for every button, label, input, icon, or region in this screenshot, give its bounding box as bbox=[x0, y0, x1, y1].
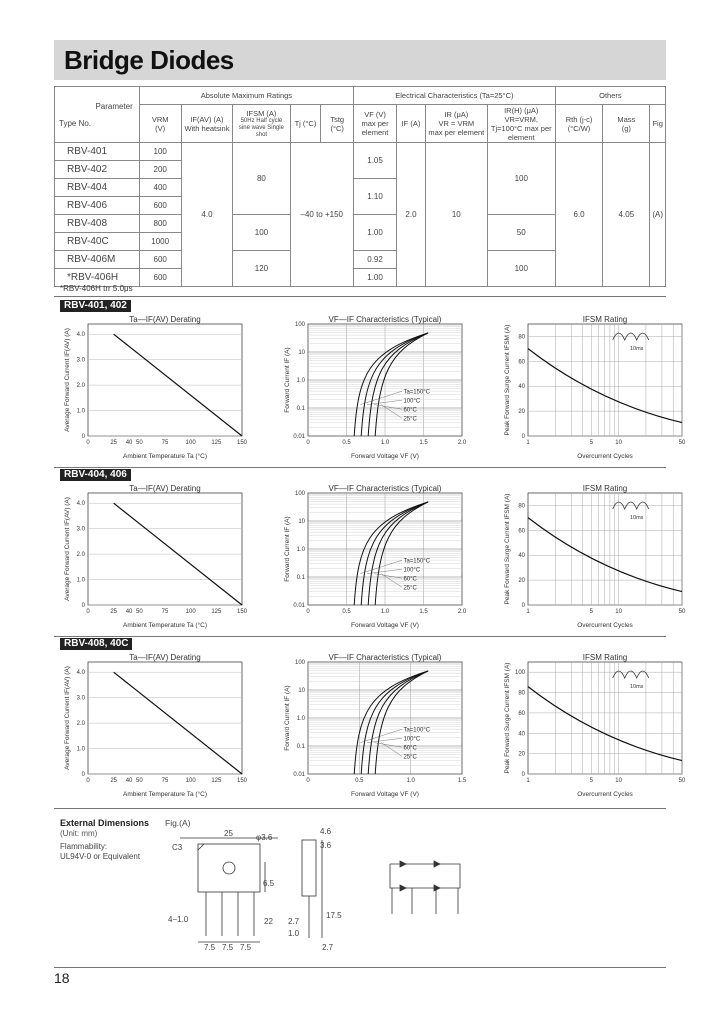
derating-chart bbox=[60, 312, 260, 462]
y-tick-label: 2.0 bbox=[76, 383, 85, 390]
legend-entry: 25°C bbox=[403, 416, 417, 423]
legend-entry: 60°C bbox=[403, 407, 417, 414]
x-tick-label: 10 bbox=[615, 778, 622, 784]
x-axis-label: Ambient Temperature Ta (°C) bbox=[122, 622, 208, 629]
y-tick-label: 20 bbox=[518, 578, 525, 585]
x-tick-label: 0 bbox=[306, 778, 310, 784]
y-tick-label: 20 bbox=[518, 751, 525, 758]
x-tick-label: 125 bbox=[211, 609, 222, 615]
x-tick-label: 75 bbox=[161, 440, 169, 446]
x-tick-label: 40 bbox=[125, 440, 133, 446]
x-tick-label: 40 bbox=[125, 778, 133, 784]
divider bbox=[54, 296, 666, 297]
x-tick-label: 50 bbox=[135, 440, 143, 446]
mounting-hole bbox=[223, 862, 235, 874]
ifsm-curve bbox=[528, 349, 682, 423]
table-row: RBV-40C 1000 bbox=[55, 233, 666, 251]
chart-title: IFSM Rating bbox=[582, 315, 628, 324]
y-tick-label: 100 bbox=[294, 322, 305, 328]
svg-text:22: 22 bbox=[264, 917, 273, 926]
y-tick-label: 3.0 bbox=[76, 357, 85, 364]
y-tick-label: 0.01 bbox=[293, 603, 305, 609]
col-ir: IR (μA) VR = VRM max per element bbox=[425, 105, 487, 143]
x-tick-label: 25 bbox=[110, 778, 118, 784]
x-tick-label: 125 bbox=[211, 778, 222, 784]
plot-frame bbox=[88, 493, 242, 605]
col-fig: Fig bbox=[650, 105, 666, 143]
dims-title: External Dimensions bbox=[60, 818, 150, 828]
x-tick-label: 5 bbox=[589, 440, 594, 446]
y-tick-label: 40 bbox=[518, 731, 525, 738]
ifsm-chart bbox=[500, 481, 700, 631]
y-tick-label: 60 bbox=[518, 528, 525, 535]
table-row: *RBV-406H 600 1.00 bbox=[55, 269, 666, 287]
y-tick-label: 1.0 bbox=[296, 716, 305, 722]
chart-title: Ta—IF(AV) Derating bbox=[129, 653, 201, 662]
y-tick-label: 0 bbox=[521, 434, 525, 440]
legend-leader bbox=[381, 405, 402, 419]
y-tick-label: 1.0 bbox=[296, 547, 305, 553]
y-tick-label: 0.1 bbox=[296, 575, 305, 581]
ifsm-curve bbox=[528, 518, 682, 592]
dims-unit: (Unit: mm) bbox=[60, 829, 98, 838]
x-tick-label: 100 bbox=[185, 778, 196, 784]
svg-text:C3: C3 bbox=[172, 843, 183, 852]
svg-text:7.5: 7.5 bbox=[204, 943, 216, 952]
diode-symbol bbox=[434, 861, 440, 867]
svg-text:4.6: 4.6 bbox=[320, 827, 332, 836]
y-tick-label: 60 bbox=[518, 359, 525, 366]
divider bbox=[54, 967, 666, 968]
x-tick-label: 0 bbox=[86, 440, 90, 446]
group-elec: Electrical Characteristics (Ta=25°C) bbox=[354, 87, 556, 105]
dims-fig-label: Fig.(A) bbox=[165, 818, 191, 828]
y-tick-label: 0.1 bbox=[296, 744, 305, 750]
legend-leader bbox=[381, 743, 402, 757]
y-axis-label: Forward Current IF (A) bbox=[284, 516, 291, 582]
legend-entry: Ta=100°C bbox=[403, 727, 431, 734]
x-axis-label: Overcurrent Cycles bbox=[577, 791, 633, 798]
package-drawing bbox=[160, 826, 480, 956]
y-axis-label: Forward Current IF (A) bbox=[284, 347, 291, 413]
y-tick-label: 2.0 bbox=[76, 721, 85, 728]
x-tick-label: 40 bbox=[125, 609, 133, 615]
table-row: RBV-406M 600 120 0.92 100 bbox=[55, 251, 666, 269]
divider bbox=[54, 636, 666, 637]
col-vf: VF (V) max per element bbox=[354, 105, 397, 143]
chart-title: Ta—IF(AV) Derating bbox=[129, 315, 201, 324]
x-tick-label: 5 bbox=[589, 609, 594, 615]
col-vrm: VRM (V) bbox=[139, 105, 181, 143]
diode-symbol bbox=[400, 885, 406, 891]
x-tick-label: 0 bbox=[306, 440, 310, 446]
y-tick-label: 2.0 bbox=[76, 552, 85, 559]
x-tick-label: 0 bbox=[86, 609, 90, 615]
x-tick-label: 100 bbox=[185, 609, 196, 615]
col-ifsm: IFSM (A) 50Hz Half cycle sine wave Single shot bbox=[233, 105, 290, 143]
y-axis-label: Average Forward Current IF(AV) (A) bbox=[64, 497, 71, 601]
x-axis-label: Forward Voltage VF (V) bbox=[351, 791, 419, 798]
y-tick-label: 10 bbox=[298, 519, 305, 525]
y-axis-label: Peak Forward Surge Current IFSM (A) bbox=[504, 493, 511, 605]
x-tick-label: 150 bbox=[236, 440, 248, 446]
diode-symbol bbox=[400, 861, 406, 867]
x-tick-label: 0.5 bbox=[342, 609, 351, 615]
inset-label: 10ms bbox=[629, 346, 644, 352]
x-axis-label: Forward Voltage VF (V) bbox=[351, 622, 419, 629]
y-tick-label: 40 bbox=[518, 384, 525, 391]
x-tick-label: 1.0 bbox=[406, 778, 415, 784]
derating-chart bbox=[60, 481, 260, 631]
y-tick-label: 10 bbox=[298, 350, 305, 356]
svg-text:17.5: 17.5 bbox=[326, 911, 342, 920]
plot-frame bbox=[528, 493, 682, 605]
col-tj: Tj (°C) bbox=[290, 105, 321, 143]
x-tick-label: 1.5 bbox=[457, 778, 467, 784]
y-tick-label: 0.1 bbox=[296, 406, 305, 412]
spec-table bbox=[54, 86, 666, 287]
chart-title: VF—IF Characteristics (Typical) bbox=[328, 484, 442, 493]
table-row: RBV-404 400 1.10 bbox=[55, 179, 666, 197]
y-tick-label: 1.0 bbox=[76, 746, 85, 753]
y-tick-label: 0 bbox=[521, 603, 525, 609]
x-tick-label: 50 bbox=[135, 778, 143, 784]
divider bbox=[54, 467, 666, 468]
title-bar bbox=[54, 40, 666, 80]
plot-frame bbox=[88, 662, 242, 774]
table-row: RBV-408 800 100 1.00 50 bbox=[55, 215, 666, 233]
svg-text:φ3.6: φ3.6 bbox=[256, 833, 273, 842]
diode-symbol bbox=[434, 885, 440, 891]
y-axis-label: Forward Current IF (A) bbox=[284, 685, 291, 751]
x-tick-label: 2.0 bbox=[457, 440, 467, 446]
section-label: RBV-408, 40C bbox=[60, 638, 132, 650]
svg-text:7.5: 7.5 bbox=[222, 943, 234, 952]
x-axis-label: Ambient Temperature Ta (°C) bbox=[122, 453, 208, 460]
y-tick-label: 3.0 bbox=[76, 526, 85, 533]
y-axis-label: Average Forward Current IF(AV) (A) bbox=[64, 666, 71, 770]
group-others: Others bbox=[555, 87, 665, 105]
x-axis-label: Forward Voltage VF (V) bbox=[351, 453, 419, 460]
page-title: Bridge Diodes bbox=[64, 45, 234, 75]
y-axis-label: Average Forward Current IF(AV) (A) bbox=[64, 328, 71, 432]
col-tstg: Tstg (°C) bbox=[321, 105, 354, 143]
page-number: 18 bbox=[54, 970, 70, 986]
svg-text:25: 25 bbox=[224, 829, 233, 838]
side-view bbox=[302, 840, 316, 896]
legend-leader bbox=[381, 574, 402, 588]
x-tick-label: 1 bbox=[526, 778, 530, 784]
vf-if-chart bbox=[280, 481, 480, 631]
x-tick-label: 75 bbox=[161, 778, 169, 784]
plot-frame bbox=[528, 324, 682, 436]
divider bbox=[54, 808, 666, 809]
bridge-circuit bbox=[390, 864, 460, 888]
y-tick-label: 0.01 bbox=[293, 434, 305, 440]
legend-entry: Ta=150°C bbox=[403, 389, 431, 396]
x-tick-label: 1 bbox=[526, 440, 530, 446]
svg-text:2.7: 2.7 bbox=[322, 943, 334, 952]
svg-text:1.0: 1.0 bbox=[288, 929, 300, 938]
inset-label: 10ms bbox=[629, 515, 644, 521]
y-tick-label: 0 bbox=[81, 434, 85, 440]
package-body bbox=[198, 844, 260, 892]
x-tick-label: 5 bbox=[589, 778, 594, 784]
y-tick-label: 1.0 bbox=[76, 408, 85, 415]
legend-entry: 60°C bbox=[403, 745, 417, 752]
inset-label: 10ms bbox=[629, 684, 644, 690]
y-tick-label: 10 bbox=[298, 688, 305, 694]
x-tick-label: 125 bbox=[211, 440, 222, 446]
x-tick-label: 100 bbox=[185, 440, 196, 446]
y-tick-label: 1.0 bbox=[76, 577, 85, 584]
legend-entry: 60°C bbox=[403, 576, 417, 583]
derating-chart bbox=[60, 650, 260, 800]
x-tick-label: 0.5 bbox=[355, 778, 364, 784]
table-row: RBV-401 100 4.0 80 –40 to +150 1.05 2.0 10 100 6.0 4.05 (A) bbox=[55, 143, 666, 161]
y-tick-label: 80 bbox=[518, 334, 525, 341]
x-axis-label: Overcurrent Cycles bbox=[577, 622, 633, 629]
section-label: RBV-404, 406 bbox=[60, 469, 131, 481]
section-label: RBV-401, 402 bbox=[60, 300, 131, 312]
y-tick-label: 1.0 bbox=[296, 378, 305, 384]
chart-title: Ta—IF(AV) Derating bbox=[129, 484, 201, 493]
x-axis-label: Ambient Temperature Ta (°C) bbox=[122, 791, 208, 798]
y-tick-label: 100 bbox=[294, 660, 305, 666]
x-tick-label: 150 bbox=[236, 609, 248, 615]
svg-text:2.7: 2.7 bbox=[288, 917, 300, 926]
plot-frame bbox=[88, 324, 242, 436]
legend-entry: 25°C bbox=[403, 585, 417, 592]
x-tick-label: 1.0 bbox=[380, 609, 390, 615]
legend-entry: 100°C bbox=[403, 567, 421, 574]
x-tick-label: 50 bbox=[678, 440, 686, 446]
y-tick-label: 0 bbox=[81, 603, 85, 609]
x-tick-label: 150 bbox=[236, 778, 248, 784]
ifsm-chart bbox=[500, 312, 700, 462]
x-tick-label: 1.5 bbox=[419, 440, 428, 446]
legend-entry: 25°C bbox=[403, 754, 417, 761]
vf-if-chart bbox=[280, 312, 480, 462]
x-tick-label: 1 bbox=[526, 609, 530, 615]
y-tick-label: 0 bbox=[521, 772, 525, 778]
parameter-header: Parameter Type No. bbox=[55, 87, 140, 143]
x-tick-label: 75 bbox=[161, 609, 169, 615]
y-tick-label: 80 bbox=[518, 690, 525, 697]
y-tick-label: 4.0 bbox=[76, 332, 85, 339]
chart-title: IFSM Rating bbox=[582, 484, 628, 493]
y-tick-label: 20 bbox=[518, 409, 525, 416]
x-tick-label: 10 bbox=[615, 440, 622, 446]
y-tick-label: 4.0 bbox=[76, 501, 85, 508]
flammability-note: Flammability: UL94V-0 or Equivalent bbox=[60, 842, 141, 861]
x-tick-label: 2.0 bbox=[457, 609, 467, 615]
x-tick-label: 0 bbox=[306, 609, 310, 615]
y-tick-label: 3.0 bbox=[76, 695, 85, 702]
y-tick-label: 40 bbox=[518, 553, 525, 560]
table-row: RBV-402 200 bbox=[55, 161, 666, 179]
ifsm-curve bbox=[528, 687, 682, 761]
x-tick-label: 50 bbox=[678, 609, 686, 615]
chart-title: IFSM Rating bbox=[582, 653, 628, 662]
y-tick-label: 100 bbox=[294, 491, 305, 497]
x-tick-label: 1.5 bbox=[419, 609, 428, 615]
x-tick-label: 1.0 bbox=[380, 440, 390, 446]
x-axis-label: Overcurrent Cycles bbox=[577, 453, 633, 460]
group-abs: Absolute Maximum Ratings bbox=[139, 87, 353, 105]
x-tick-label: 50 bbox=[678, 778, 686, 784]
col-rth: Rth (j-c) (°C/W) bbox=[555, 105, 603, 143]
y-tick-label: 100 bbox=[514, 670, 525, 677]
y-tick-label: 80 bbox=[518, 503, 525, 510]
col-irh: IR(H) (μA) VR=VRM, Tj=100°C max per element bbox=[487, 105, 555, 143]
legend-entry: 100°C bbox=[403, 736, 421, 743]
svg-text:6.5: 6.5 bbox=[263, 879, 275, 888]
col-ifav: IF(AV) (A) With heatsink bbox=[181, 105, 233, 143]
legend-entry: 100°C bbox=[403, 398, 421, 405]
col-mass: Mass (g) bbox=[603, 105, 650, 143]
y-tick-label: 4.0 bbox=[76, 670, 85, 677]
x-tick-label: 10 bbox=[615, 609, 622, 615]
legend-entry: Ta=150°C bbox=[403, 558, 431, 565]
x-tick-label: 25 bbox=[110, 609, 118, 615]
ifsm-chart bbox=[500, 650, 700, 800]
x-tick-label: 0 bbox=[86, 778, 90, 784]
y-axis-label: Peak Forward Surge Current IFSM (A) bbox=[504, 662, 511, 774]
x-tick-label: 25 bbox=[110, 440, 118, 446]
svg-text:4−1.0: 4−1.0 bbox=[168, 915, 189, 924]
y-tick-label: 60 bbox=[518, 710, 525, 717]
y-tick-label: 0.01 bbox=[293, 772, 305, 778]
chart-title: VF—IF Characteristics (Typical) bbox=[328, 653, 442, 662]
plot-frame bbox=[528, 662, 682, 774]
svg-text:7.5: 7.5 bbox=[240, 943, 252, 952]
table-row: RBV-406 600 bbox=[55, 197, 666, 215]
x-tick-label: 50 bbox=[135, 609, 143, 615]
vf-if-chart bbox=[280, 650, 480, 800]
y-tick-label: 0 bbox=[81, 772, 85, 778]
svg-text:3.6: 3.6 bbox=[320, 841, 332, 850]
chart-title: VF—IF Characteristics (Typical) bbox=[328, 315, 442, 324]
y-axis-label: Peak Forward Surge Current IFSM (A) bbox=[504, 324, 511, 436]
col-if: IF (A) bbox=[397, 105, 426, 143]
footnote: *RBV-406H trr 5.0μs bbox=[60, 284, 133, 293]
x-tick-label: 0.5 bbox=[342, 440, 351, 446]
